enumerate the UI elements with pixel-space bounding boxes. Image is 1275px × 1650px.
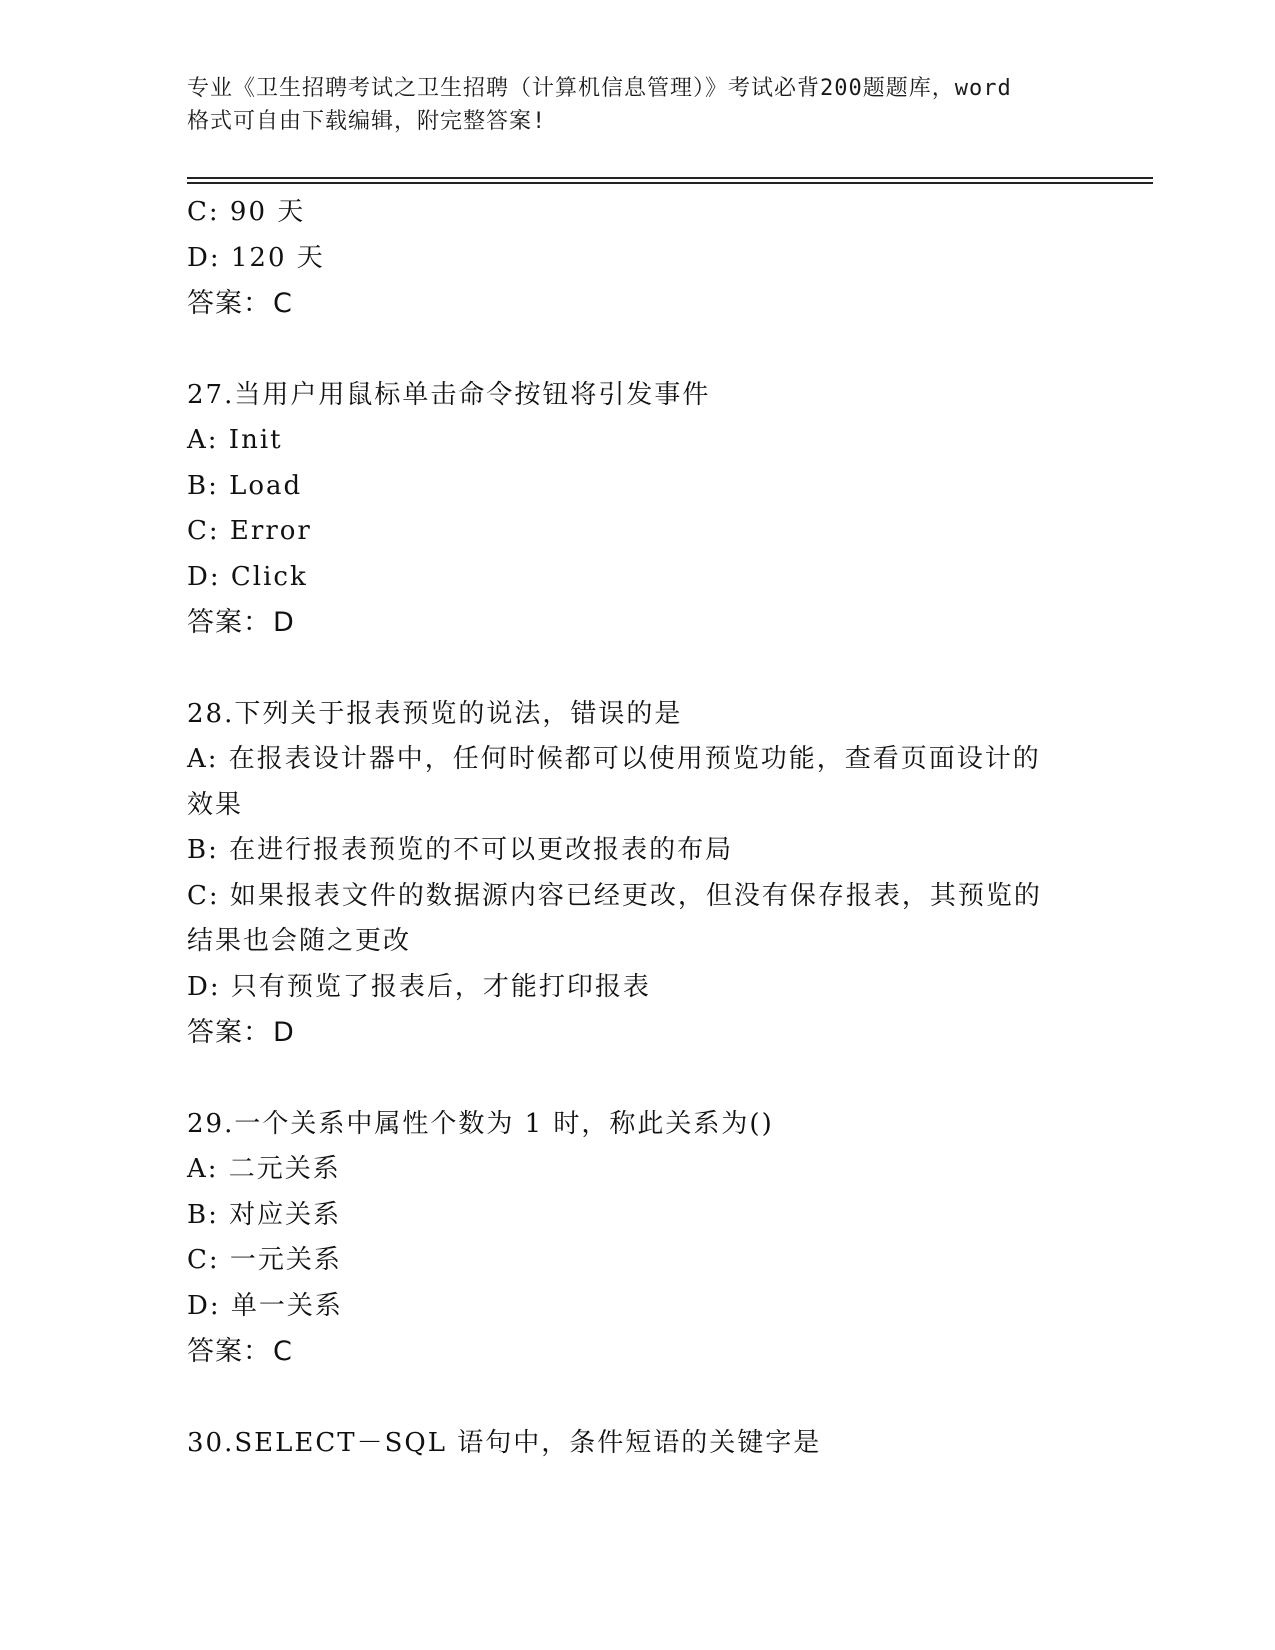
- question-stem: 28.下列关于报表预览的说法，错误的是: [187, 698, 683, 729]
- option-a: A: 二元关系: [187, 1154, 341, 1184]
- option-a-continued: 效果: [187, 789, 244, 820]
- question-block: [187, 1102, 1087, 1375]
- option-c: C: 如果报表文件的数据源内容已经更改，但没有保存报表，其预览的: [187, 880, 1042, 911]
- question-block: [187, 373, 1087, 646]
- question-stem: 29.一个关系中属性个数为 1 时，称此关系为(): [187, 1108, 774, 1139]
- answer-value: C: [273, 1336, 293, 1367]
- answer-value: D: [273, 1017, 295, 1048]
- option-d: D: Click: [187, 561, 308, 592]
- option-a: A: Init: [187, 425, 283, 455]
- question-stem: 30.SELECT－SQL 语句中，条件短语的关键字是: [187, 1427, 822, 1458]
- answer-line: [187, 1010, 1087, 1056]
- option-d: D: 单一关系: [187, 1290, 343, 1321]
- header-line-2: 格式可自由下载编辑，附完整答案!: [187, 109, 547, 134]
- answer-value: D: [273, 607, 295, 638]
- option-b: B: Load: [187, 470, 303, 501]
- question-spacer: [187, 646, 1087, 692]
- answer-value: C: [273, 288, 293, 319]
- option-d: D: 只有预览了报表后，才能打印报表: [187, 971, 651, 1002]
- header-divider-bottom: [187, 182, 1153, 184]
- question-block: [187, 1421, 1087, 1467]
- question-26-continued: [187, 190, 1087, 327]
- question-spacer: [187, 1375, 1087, 1421]
- questions-container: [187, 327, 1087, 1467]
- header-line-1: 专业《卫生招聘考试之卫生招聘（计算机信息管理）》考试必背200题题库，word: [187, 76, 1012, 101]
- question-stem: 27.当用户用鼠标单击命令按钮将引发事件: [187, 379, 711, 410]
- answer-label: 答案：: [187, 288, 271, 319]
- option-d: D: 120 天: [187, 242, 325, 273]
- answer-line: [187, 281, 1087, 327]
- question-spacer: [187, 327, 1087, 373]
- answer-label: 答案：: [187, 1336, 271, 1367]
- option-b: B: 对应关系: [187, 1199, 342, 1230]
- option-c: C: 90 天: [187, 197, 306, 227]
- question-list: [187, 190, 1087, 1466]
- option-c: C: 一元关系: [187, 1245, 342, 1275]
- document-header: [187, 72, 1087, 138]
- option-b: B: 在进行报表预览的不可以更改报表的布局: [187, 835, 734, 865]
- question-spacer: [187, 1056, 1087, 1102]
- question-block: [187, 692, 1087, 1056]
- answer-line: [187, 1329, 1087, 1375]
- answer-label: 答案：: [187, 1017, 271, 1048]
- option-a: A: 在报表设计器中，任何时候都可以使用预览功能，查看页面设计的: [187, 744, 1041, 774]
- option-c: C: Error: [187, 516, 312, 546]
- option-c-continued: 结果也会随之更改: [187, 926, 412, 956]
- answer-label: 答案：: [187, 607, 271, 638]
- answer-line: [187, 600, 1087, 646]
- header-divider-top: [187, 177, 1153, 179]
